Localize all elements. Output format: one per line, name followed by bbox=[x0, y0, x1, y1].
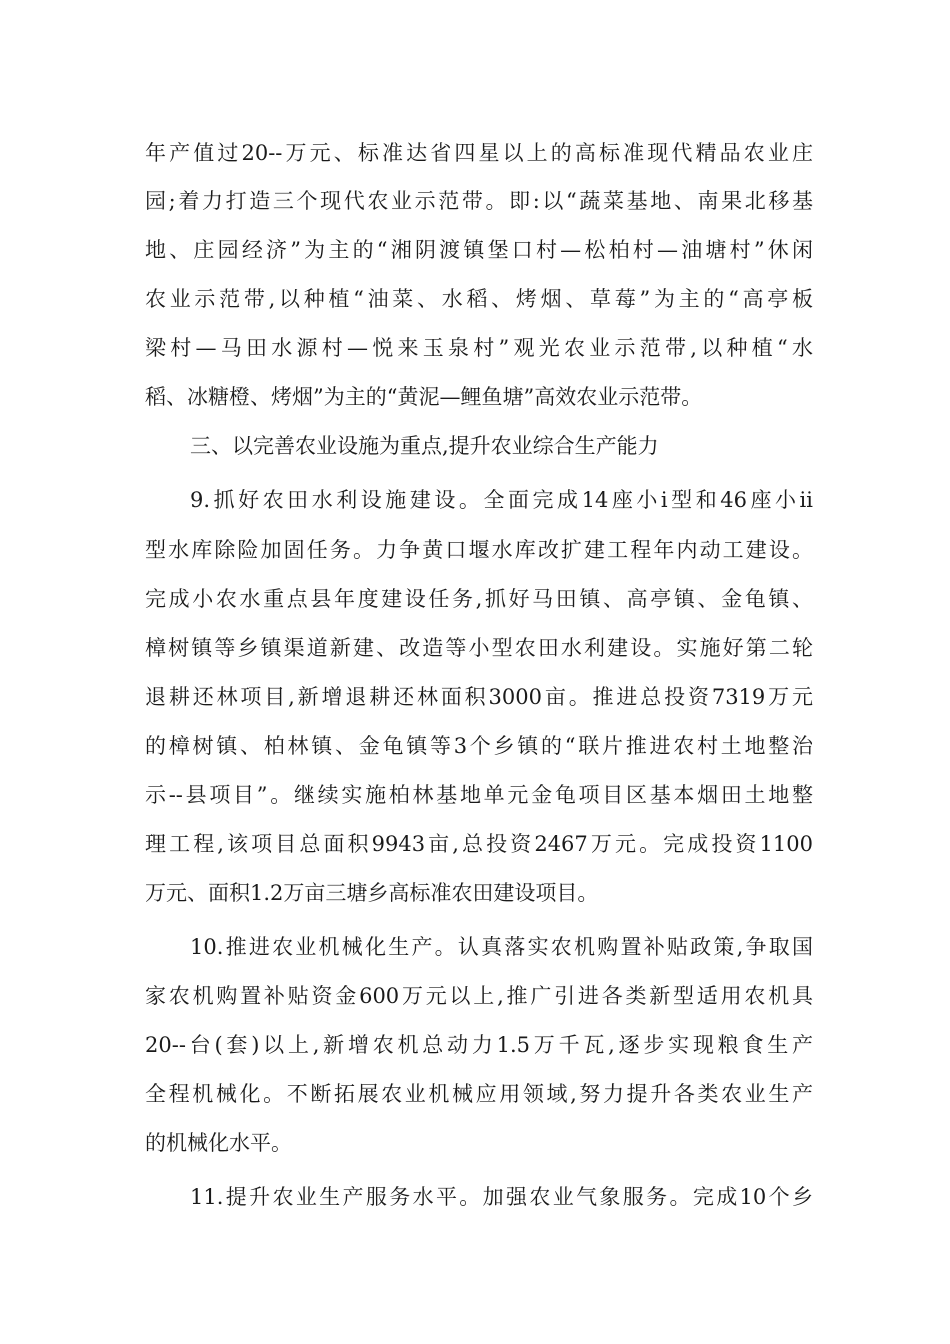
text-line: 樟树镇等乡镇渠道新建、改造等小型农田水利建设。实施好第二轮 bbox=[145, 636, 813, 660]
text-line: 万元、面积1.2万亩三塘乡高标准农田建设项目。 bbox=[145, 881, 599, 905]
text-line: 11.提升农业生产服务水平。加强农业气象服务。完成10个乡 bbox=[190, 1185, 813, 1209]
text-line: 完成小农水重点县年度建设任务,抓好马田镇、高亭镇、金龟镇、 bbox=[145, 587, 813, 611]
text-line: 示--县项目”。继续实施柏林基地单元金龟项目区基本烟田土地整 bbox=[145, 783, 813, 807]
text-line: 农业示范带,以种植“油菜、水稻、烤烟、草莓”为主的“高亭板 bbox=[145, 287, 813, 311]
text-line: 全程机械化。不断拓展农业机械应用领域,努力提升各类农业生产 bbox=[145, 1082, 813, 1106]
text-line: 型水库除险加固任务。力争黄口堰水库改扩建工程年内动工建设。 bbox=[145, 538, 813, 562]
text-line: 退耕还林项目,新增退耕还林面积3000亩。推进总投资7319万元 bbox=[145, 685, 813, 709]
section-heading: 三、以完善农业设施为重点,提升农业综合生产能力 bbox=[190, 434, 659, 458]
text-line: 理工程,该项目总面积9943亩,总投资2467万元。完成投资1100 bbox=[145, 832, 813, 856]
text-line: 稻、冰糖橙、烤烟”为主的“黄泥—鲤鱼塘”高效农业示范带。 bbox=[145, 385, 703, 409]
text-line: 园;着力打造三个现代农业示范带。即:以“蔬菜基地、南果北移基 bbox=[145, 189, 813, 213]
text-line: 梁村—马田水源村—悦来玉泉村”观光农业示范带,以种植“水 bbox=[145, 336, 813, 360]
text-line: 的机械化水平。 bbox=[145, 1131, 292, 1155]
text-line: 20--台(套)以上,新增农机总动力1.5万千瓦,逐步实现粮食生产 bbox=[145, 1033, 813, 1057]
text-line: 的樟树镇、柏林镇、金龟镇等3个乡镇的“联片推进农村土地整治 bbox=[145, 734, 813, 758]
text-line: 10.推进农业机械化生产。认真落实农机购置补贴政策,争取国 bbox=[190, 935, 813, 959]
text-line: 年产值过20--万元、标准达省四星以上的高标准现代精品农业庄 bbox=[145, 141, 813, 165]
text-line: 家农机购置补贴资金600万元以上,推广引进各类新型适用农机具 bbox=[145, 984, 813, 1008]
text-line: 地、庄园经济”为主的“湘阴渡镇堡口村—松柏村—油塘村”休闲 bbox=[145, 238, 813, 262]
text-line: 9.抓好农田水利设施建设。全面完成14座小ⅰ型和46座小ⅱ bbox=[190, 488, 813, 512]
